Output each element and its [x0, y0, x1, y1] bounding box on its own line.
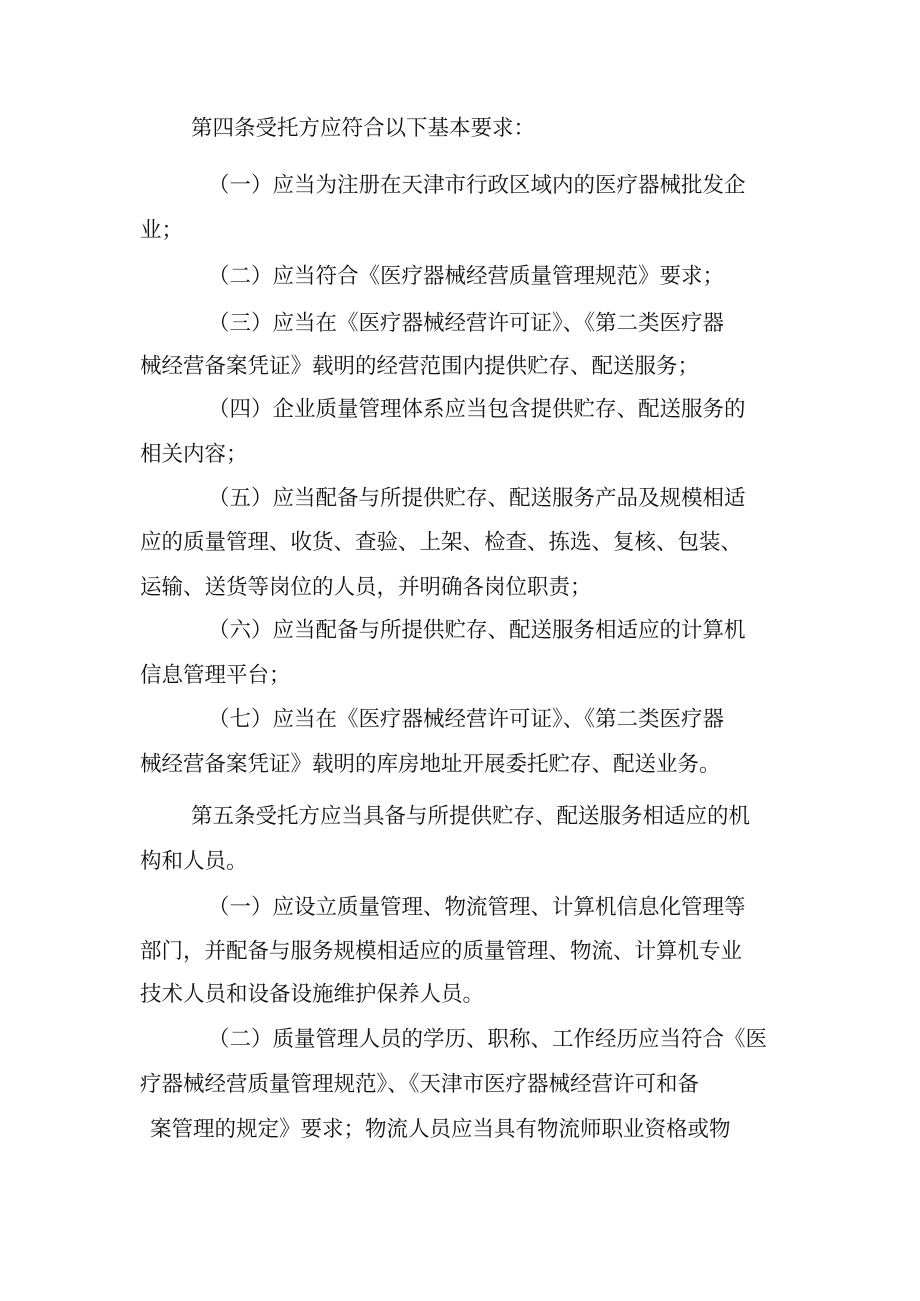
text-line: （三）应当在《医疗器械经营许可证》、《第二类医疗器 — [208, 311, 725, 336]
text-line: 应的质量管理、收货、查验、上架、检查、拣选、复核、包装、 — [140, 530, 743, 555]
text-line: 信息管理平台； — [140, 663, 291, 688]
text-line: 案管理的规定》要求；物流人员应当具有物流师职业资格或物 — [150, 1117, 731, 1142]
text-line: 业； — [140, 218, 184, 243]
text-line: 械经营备案凭证》载明的库房地址开展委托贮存、配送业务。 — [140, 752, 721, 777]
text-line: （六）应当配备与所提供贮存、配送服务相适应的计算机 — [208, 618, 746, 643]
text-line: （七）应当在《医疗器械经营许可证》、《第二类医疗器 — [208, 707, 725, 732]
text-line: 械经营备案凭证》载明的经营范围内提供贮存、配送服务； — [140, 354, 700, 379]
text-line: （五）应当配备与所提供贮存、配送服务产品及规模相适 — [208, 486, 746, 511]
text-line: 相关内容； — [140, 442, 248, 467]
text-line: （二）应当符合《医疗器械经营质量管理规范》要求； — [208, 264, 725, 289]
text-line: 技术人员和设备设施维护保养人员。 — [140, 982, 485, 1007]
text-line: （二）质量管理人员的学历、职称、工作经历应当符合《医 — [208, 1027, 768, 1052]
text-line: （一）应设立质量管理、物流管理、计算机信息化管理等 — [208, 895, 746, 920]
text-line: （一）应当为注册在天津市行政区域内的医疗器械批发企 — [208, 173, 746, 198]
text-line: 构和人员。 — [140, 849, 248, 874]
text-line: 运输、送货等岗位的人员，并明确各岗位职责； — [140, 575, 592, 600]
text-line: 部门，并配备与服务规模相适应的质量管理、物流、计算机专业 — [140, 939, 743, 964]
text-line: 疗器械经营质量管理规范》、《天津市医疗器械经营许可和备 — [140, 1072, 700, 1097]
text-line: （四）企业质量管理体系应当包含提供贮存、配送服务的 — [208, 397, 746, 422]
text-line: 第五条受托方应当具备与所提供贮存、配送服务相适应的机 — [191, 804, 751, 829]
text-line: 第四条受托方应符合以下基本要求： — [191, 116, 536, 141]
